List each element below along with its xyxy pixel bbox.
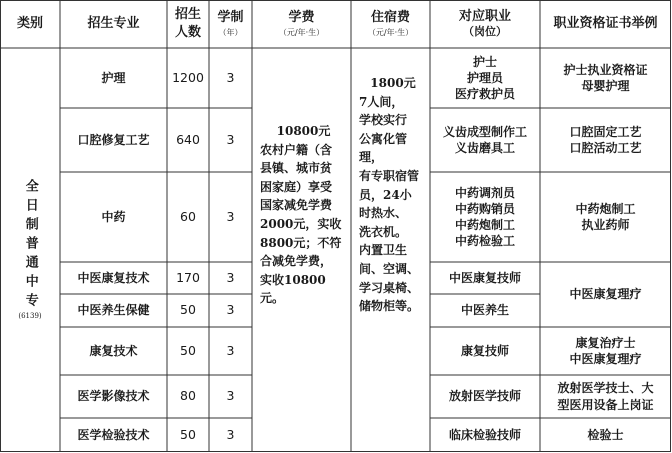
header-enroll-bottom: 人数 xyxy=(174,25,201,40)
major-cell: 护理 xyxy=(101,70,126,85)
job-cell xyxy=(430,172,540,262)
dorm-note xyxy=(351,48,430,452)
years-cell: 3 xyxy=(226,208,235,224)
dorm-line: 储物柜等。 xyxy=(359,299,420,314)
job-item: 护理员 xyxy=(466,70,503,85)
header-job xyxy=(430,0,540,48)
job-cell: 中医养生 xyxy=(460,303,509,318)
category-label: 全日制普通中专 xyxy=(22,178,38,312)
enroll-cell: 60 xyxy=(180,208,196,224)
dorm-line: 有专职宿管 xyxy=(359,168,420,183)
years-cell: 3 xyxy=(226,302,235,318)
enroll-cell: 80 xyxy=(180,388,196,404)
header-dorm xyxy=(351,0,430,48)
job-item: 中药调剂员 xyxy=(454,185,515,200)
tuition-line: 国家减免学费 xyxy=(260,198,333,213)
cert-cell xyxy=(540,327,671,375)
header-tuition-unit: （元/年·生） xyxy=(278,28,325,38)
tuition-note xyxy=(252,48,351,452)
header-years-sub: （年） xyxy=(218,28,243,38)
header-tuition xyxy=(252,0,351,48)
tuition-line: 8800元；不符 xyxy=(260,235,342,250)
dorm-line: 学校实行 xyxy=(359,113,408,128)
tuition-line: 困家庭）享受 xyxy=(260,179,333,194)
cert-item: 中医康复理疗 xyxy=(569,352,642,366)
dorm-line: 公寓化管理， xyxy=(359,131,408,165)
category-cell xyxy=(0,48,60,452)
major-cell: 中医养生保健 xyxy=(77,303,150,318)
years-cell: 3 xyxy=(226,69,235,85)
header-job-title: 对应职业 xyxy=(458,8,511,24)
dorm-line: 7人间， xyxy=(359,94,404,109)
major-cell: 康复技术 xyxy=(89,343,138,358)
dorm-line: 时热水、 xyxy=(359,206,408,221)
dorm-line: 间、空调、 xyxy=(359,261,420,276)
header-category: 类别 xyxy=(16,16,43,32)
job-cell: 临床检验技师 xyxy=(448,427,521,442)
cert-item: 执业药师 xyxy=(581,218,630,232)
cert-cell xyxy=(540,48,671,108)
years-cell: 3 xyxy=(226,269,235,285)
tuition-line: 实收10800 xyxy=(260,272,326,287)
major-cell: 口腔修复工艺 xyxy=(77,132,150,147)
job-cell: 中医康复技师 xyxy=(448,270,521,285)
enroll-cell: 640 xyxy=(176,131,200,147)
tuition-line: 合减免学费， xyxy=(260,254,333,269)
header-enroll-top: 招生 xyxy=(174,7,201,23)
major-cell: 中药 xyxy=(101,209,126,224)
cert-item: 康复治疗士 xyxy=(575,335,636,350)
job-item: 护士 xyxy=(472,54,497,69)
cert-cell xyxy=(540,108,671,172)
job-cell: 放射医学技师 xyxy=(448,389,521,404)
cert-item: 口腔固定工艺 xyxy=(569,124,642,139)
job-item: 中药炮制工 xyxy=(454,218,515,232)
tuition-line: 10800元 xyxy=(276,124,331,138)
job-item: 义齿成型制作工 xyxy=(442,124,527,139)
dorm-line: 洗衣机。 xyxy=(359,224,408,239)
tuition-line: 县镇、城市贫 xyxy=(260,161,333,176)
header-years xyxy=(209,0,252,48)
job-cell: 康复技师 xyxy=(460,343,509,358)
cert-item: 型医用设备上岗证 xyxy=(557,397,654,412)
years-cell: 3 xyxy=(226,426,235,442)
header-cert: 职业资格证书举例 xyxy=(553,16,658,32)
cert-item: 中药炮制工 xyxy=(575,201,636,216)
job-item: 义齿磨具工 xyxy=(454,141,515,155)
major-cell: 中医康复技术 xyxy=(77,270,150,285)
years-cell: 3 xyxy=(226,388,235,404)
header-major: 招生专业 xyxy=(87,16,140,32)
job-cell xyxy=(430,108,540,172)
dorm-line: 学习桌椅、 xyxy=(359,280,420,295)
enroll-cell: 1200 xyxy=(172,69,204,85)
years-cell: 3 xyxy=(226,131,235,147)
job-item: 中药检验工 xyxy=(454,234,515,249)
dorm-line: 内置卫生 xyxy=(359,243,408,258)
header-years-top: 学制 xyxy=(217,9,244,25)
header-enroll xyxy=(167,0,209,48)
cert-cell xyxy=(540,375,671,418)
enroll-cell: 50 xyxy=(180,342,196,358)
dorm-line: 员，24小 xyxy=(359,187,412,202)
years-cell: 3 xyxy=(226,342,235,358)
tuition-line: 元。 xyxy=(260,291,285,306)
cert-item: 母婴护理 xyxy=(581,79,630,93)
category-code: (6139) xyxy=(18,311,42,320)
cert-cell: 检验士 xyxy=(587,427,624,442)
header-tuition-title: 学费 xyxy=(288,9,315,25)
enroll-cell: 50 xyxy=(180,302,196,318)
cert-item: 放射医学技士、大 xyxy=(557,381,654,396)
tuition-line: 2000元，实收 xyxy=(260,216,342,231)
job-item: 医疗救护员 xyxy=(454,87,515,102)
job-cell xyxy=(430,48,540,108)
major-cell: 医学检验技术 xyxy=(77,427,150,442)
header-job-sub: （岗位） xyxy=(463,25,507,39)
cert-cell xyxy=(540,172,671,262)
dorm-line: 1800元 xyxy=(370,76,416,90)
header-dorm-unit: （元/年·生） xyxy=(367,28,414,38)
cert-item: 护士执业资格证 xyxy=(563,62,648,77)
cert-item: 口腔活动工艺 xyxy=(569,141,642,155)
enroll-cell: 170 xyxy=(176,269,200,285)
enroll-cell: 50 xyxy=(180,426,196,442)
header-dorm-title: 住宿费 xyxy=(370,9,410,25)
tuition-line: 农村户籍（含 xyxy=(260,142,333,157)
cert-cell-merged: 中医康复理疗 xyxy=(569,287,642,302)
job-item: 中药购销员 xyxy=(454,201,515,216)
major-cell: 医学影像技术 xyxy=(77,389,150,404)
